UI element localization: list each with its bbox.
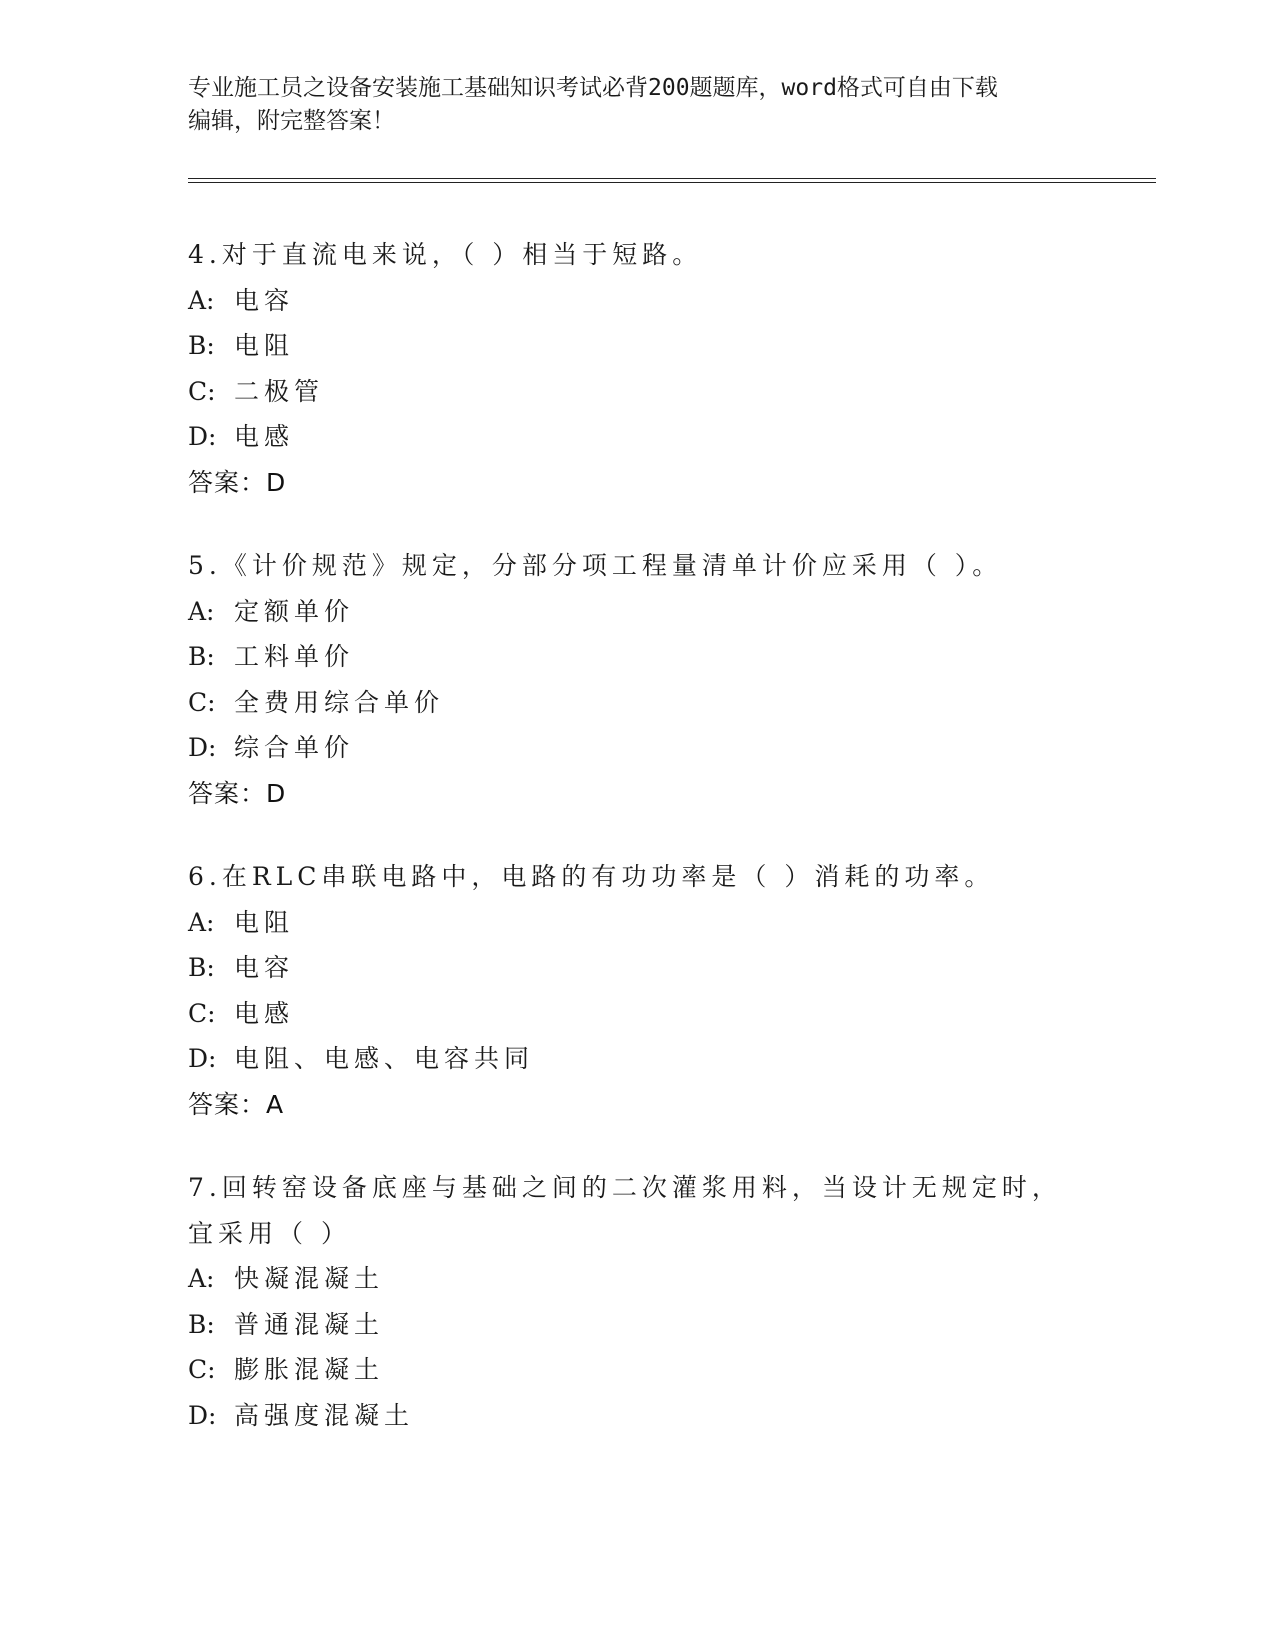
header-title-line-1: 专业施工员之设备安装施工基础知识考试必背200题题库，word格式可自由下载 bbox=[188, 75, 998, 101]
option-letter: C: bbox=[188, 687, 216, 717]
option-text: 快凝混凝土 bbox=[234, 1264, 385, 1293]
option-text: 电阻、电感、电容共同 bbox=[234, 1044, 535, 1073]
option-b bbox=[188, 323, 1088, 369]
option-letter: A: bbox=[188, 285, 215, 315]
option-text: 普通混凝土 bbox=[234, 1309, 385, 1339]
option-text: 定额单价 bbox=[234, 596, 355, 626]
option-a bbox=[188, 900, 1088, 946]
option-b bbox=[188, 634, 1088, 680]
option-letter: C: bbox=[188, 1355, 216, 1384]
option-letter: A: bbox=[188, 596, 215, 626]
option-text: 电容 bbox=[234, 285, 295, 315]
document-header bbox=[188, 72, 1088, 138]
option-letter: D: bbox=[188, 422, 217, 451]
answer-line: 答案：D bbox=[188, 467, 287, 497]
question-list bbox=[188, 232, 1088, 1476]
option-text: 高强度混凝土 bbox=[234, 1400, 415, 1430]
option-a bbox=[188, 589, 1088, 635]
question-item bbox=[188, 543, 1088, 816]
option-b bbox=[188, 945, 1088, 991]
answer-line: 答案：A bbox=[188, 1089, 285, 1119]
option-a bbox=[188, 278, 1088, 324]
option-letter: A: bbox=[188, 907, 215, 937]
option-c bbox=[188, 991, 1088, 1037]
option-letter: D: bbox=[188, 1400, 217, 1430]
header-double-rule bbox=[188, 178, 1156, 183]
option-text: 电感 bbox=[234, 422, 295, 451]
option-d bbox=[188, 1036, 1088, 1082]
option-d bbox=[188, 1393, 1088, 1439]
option-letter: B: bbox=[188, 953, 215, 982]
option-letter: A: bbox=[188, 1264, 215, 1293]
option-d bbox=[188, 414, 1088, 460]
option-c bbox=[188, 680, 1088, 726]
question-stem: 4.对于直流电来说，（ ）相当于短路。 bbox=[188, 240, 703, 269]
question-stem: 5.《计价规范》规定，分部分项工程量清单计价应采用（ ）。 bbox=[188, 551, 1003, 580]
option-text: 电阻 bbox=[234, 331, 295, 360]
option-c bbox=[188, 1347, 1088, 1393]
question-item bbox=[188, 1165, 1088, 1438]
option-text: 电容 bbox=[234, 953, 295, 982]
option-letter: C: bbox=[188, 998, 216, 1028]
option-letter: D: bbox=[188, 1044, 217, 1073]
option-b bbox=[188, 1302, 1088, 1348]
option-text: 电感 bbox=[234, 998, 295, 1028]
option-letter: B: bbox=[188, 642, 215, 671]
question-stem: 7.回转窑设备底座与基础之间的二次灌浆用料，当设计无规定时，宜采用（ ） bbox=[188, 1173, 1062, 1248]
option-d bbox=[188, 725, 1088, 771]
option-text: 膨胀混凝土 bbox=[234, 1355, 385, 1384]
header-title-line-2: 编辑，附完整答案！ bbox=[188, 108, 395, 134]
answer-line: 答案：D bbox=[188, 778, 287, 808]
option-c bbox=[188, 369, 1088, 415]
question-item bbox=[188, 854, 1088, 1127]
option-text: 综合单价 bbox=[234, 733, 355, 762]
option-letter: B: bbox=[188, 331, 215, 360]
option-letter: D: bbox=[188, 733, 217, 762]
option-text: 电阻 bbox=[234, 907, 295, 937]
option-letter: B: bbox=[188, 1309, 215, 1339]
question-stem: 6.在RLC串联电路中，电路的有功功率是（ ）消耗的功率。 bbox=[188, 862, 995, 891]
option-text: 二极管 bbox=[234, 376, 325, 406]
option-letter: C: bbox=[188, 376, 216, 406]
option-a bbox=[188, 1256, 1088, 1302]
option-text: 工料单价 bbox=[234, 642, 355, 671]
option-text: 全费用综合单价 bbox=[234, 687, 445, 717]
question-item bbox=[188, 232, 1088, 505]
